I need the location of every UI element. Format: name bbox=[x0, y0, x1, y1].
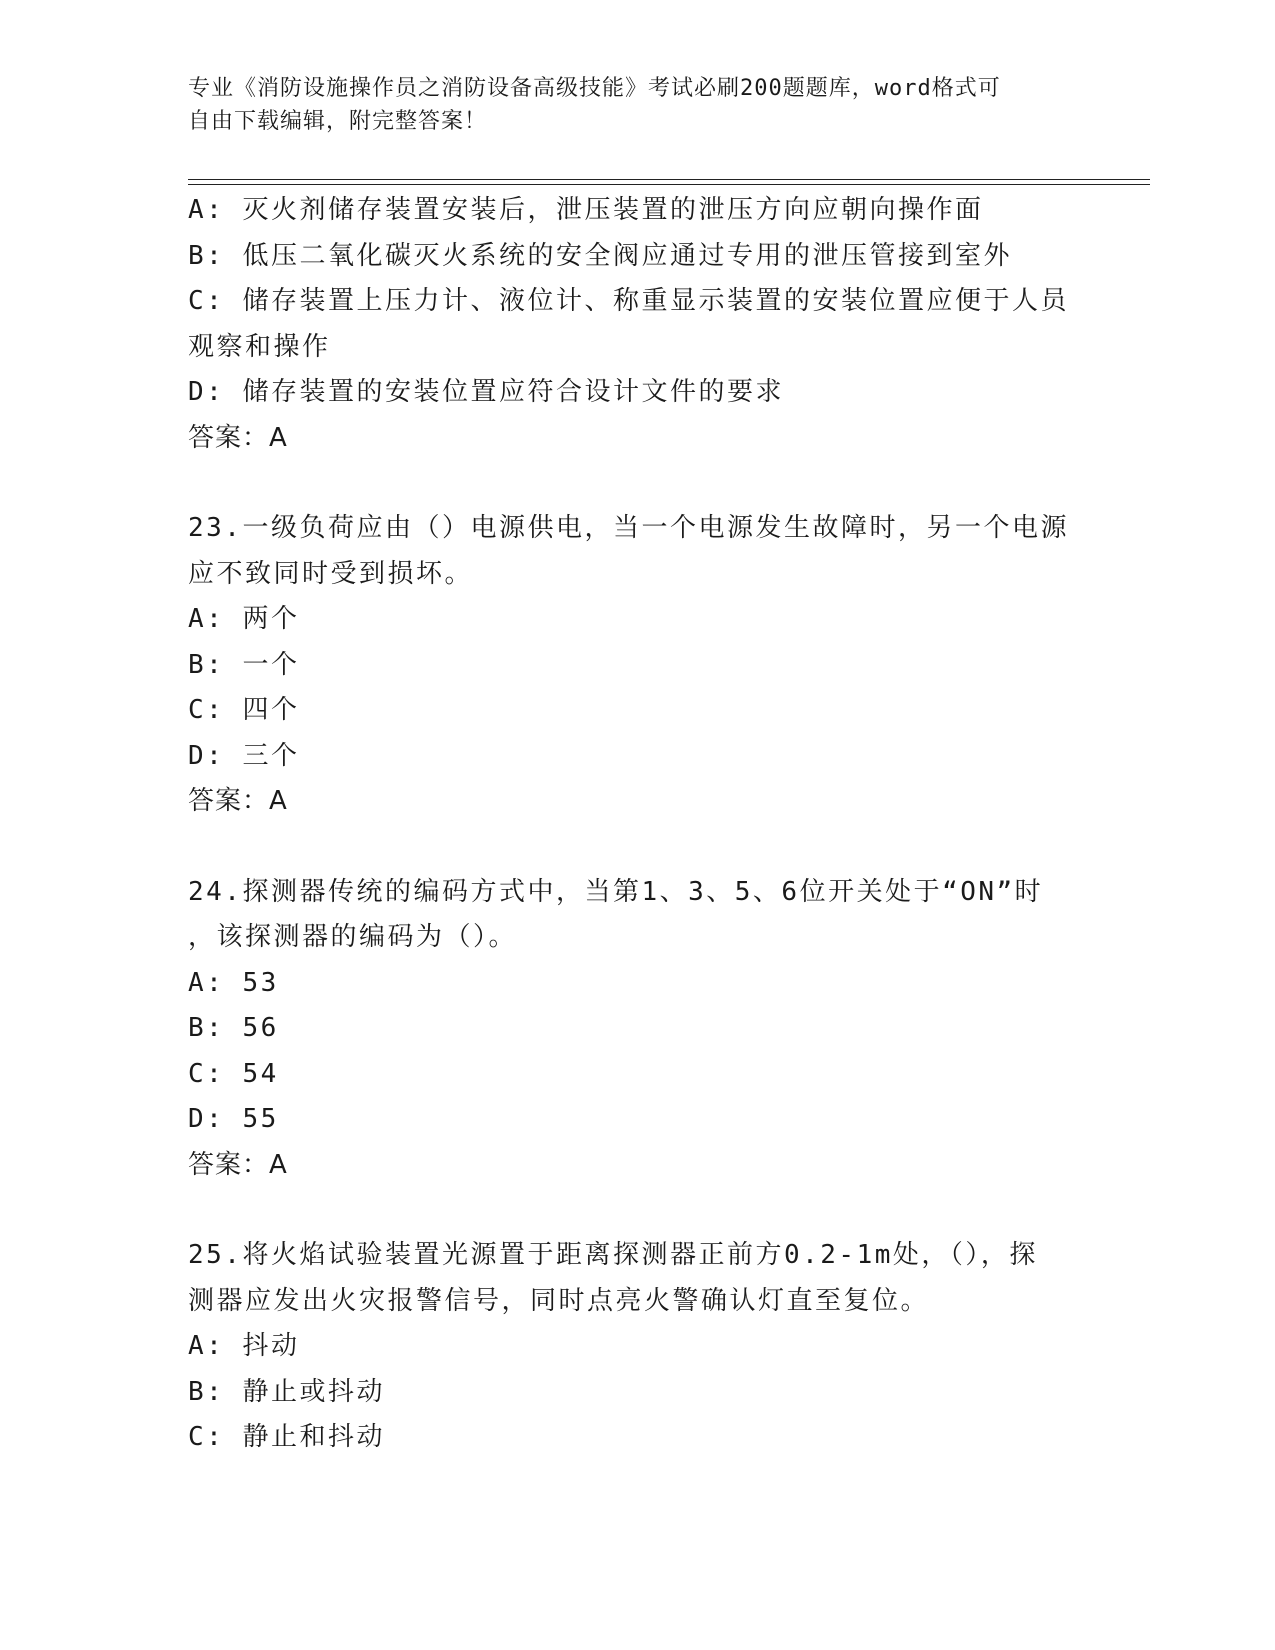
question-content bbox=[188, 188, 1088, 1461]
prev-question-block bbox=[188, 188, 1088, 461]
spacer bbox=[188, 461, 1088, 506]
option-a: A: 灭火剂储存装置安装后，泄压装置的泄压方向应朝向操作面 bbox=[188, 195, 984, 225]
answer-line: 答案：A bbox=[188, 1149, 288, 1180]
option-c-continued: 观察和操作 bbox=[188, 331, 331, 362]
option-a: A: 两个 bbox=[188, 604, 300, 634]
question-24 bbox=[188, 870, 1088, 1189]
question-stem: 25.将火焰试验装置光源置于距离探测器正前方0.2-1m处，（），探 bbox=[188, 1240, 1038, 1270]
question-stem-continued: ，该探测器的编码为（）。 bbox=[188, 922, 518, 952]
option-c: C: 54 bbox=[188, 1058, 279, 1089]
answer-line: 答案：A bbox=[188, 422, 288, 453]
option-b: B: 静止或抖动 bbox=[188, 1376, 385, 1407]
option-d: D: 55 bbox=[188, 1104, 279, 1134]
option-d: D: 储存装置的安装位置应符合设计文件的要求 bbox=[188, 377, 784, 407]
header-divider-top bbox=[188, 179, 1150, 180]
header-divider-bottom bbox=[188, 184, 1150, 185]
question-25 bbox=[188, 1233, 1088, 1461]
option-a: A: 53 bbox=[188, 967, 279, 998]
document-header bbox=[188, 72, 1088, 138]
option-c: C: 四个 bbox=[188, 695, 300, 725]
option-b: B: 56 bbox=[188, 1013, 279, 1043]
header-line-2: 自由下载编辑，附完整答案！ bbox=[188, 109, 488, 134]
option-c: C: 静止和抖动 bbox=[188, 1422, 385, 1452]
header-line-1: 专业《消防设施操作员之消防设备高级技能》考试必刷200题题库，word格式可 bbox=[188, 76, 1001, 101]
option-b: B: 低压二氧化碳灭火系统的安全阀应通过专用的泄压管接到室外 bbox=[188, 240, 1012, 271]
question-stem-continued: 测器应发出火灾报警信号，同时点亮火警确认灯直至复位。 bbox=[188, 1285, 930, 1316]
question-stem: 23.一级负荷应由（）电源供电，当一个电源发生故障时，另一个电源 bbox=[188, 513, 1069, 543]
option-b: B: 一个 bbox=[188, 649, 300, 680]
answer-line: 答案：A bbox=[188, 786, 288, 816]
option-c: C: 储存装置上压力计、液位计、称重显示装置的安装位置应便于人员 bbox=[188, 286, 1069, 316]
option-d: D: 三个 bbox=[188, 740, 300, 771]
question-23 bbox=[188, 506, 1088, 825]
question-stem-continued: 应不致同时受到损坏。 bbox=[188, 558, 474, 589]
option-a: A: 抖动 bbox=[188, 1331, 300, 1361]
spacer bbox=[188, 1188, 1088, 1233]
spacer bbox=[188, 825, 1088, 870]
question-stem: 24.探测器传统的编码方式中，当第1、3、5、6位开关处于“ON”时 bbox=[188, 876, 1044, 907]
